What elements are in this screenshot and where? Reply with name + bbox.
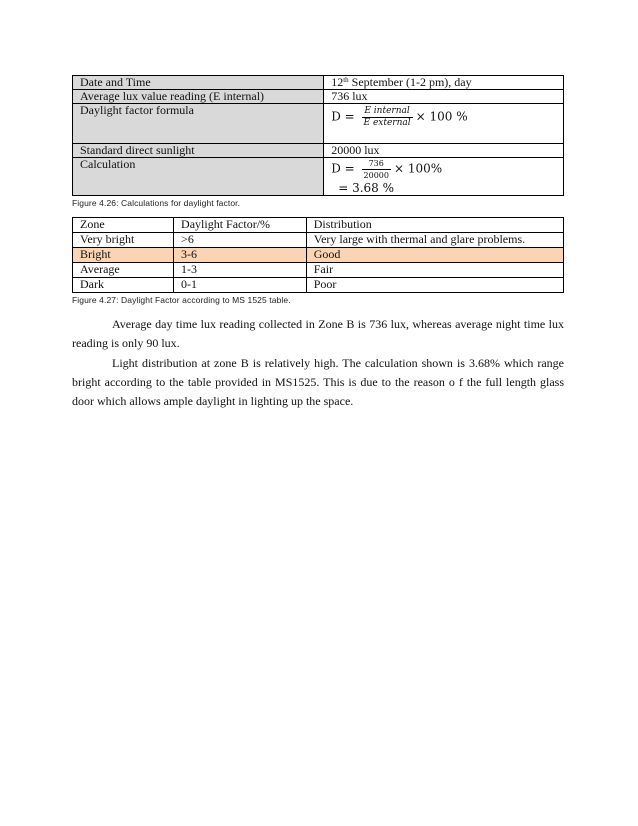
row-value-calculation — [324, 158, 564, 196]
date-rest: September (1-2 pm), day — [348, 75, 472, 89]
row-value-formula — [324, 104, 564, 144]
formula-prefix: D = — [331, 109, 359, 124]
table-cell: Very large with thermal and glare problems. — [306, 233, 563, 248]
column-header: Distribution — [306, 218, 563, 233]
table-cell: Very bright — [73, 233, 174, 248]
table-row-highlighted — [73, 248, 564, 263]
paragraph-text: Average day time lux reading collected in Zone B is 736 lux, whereas average night time lux reading is only 90 lux. — [72, 317, 564, 350]
table-row — [73, 104, 564, 144]
table-cell: >6 — [174, 233, 307, 248]
table-cell: 3-6 — [174, 248, 307, 263]
table-cell: 1-3 — [174, 263, 307, 278]
table-row — [73, 76, 564, 90]
table-header-row — [73, 218, 564, 233]
calc-suffix: × 100% — [393, 161, 443, 176]
table-cell: Good — [306, 248, 563, 263]
calc-fraction — [362, 158, 391, 181]
row-label-date-time: Date and Time — [73, 76, 324, 90]
table-cell: Dark — [73, 278, 174, 293]
figure-caption: Figure 4.26: Calculations for daylight factor. — [72, 198, 241, 208]
row-label-formula: Daylight factor formula — [73, 104, 324, 144]
body-paragraph — [72, 315, 564, 353]
formula-suffix: × 100 % — [415, 109, 468, 124]
formula-numerator: E internal — [362, 106, 413, 118]
table-cell: 0-1 — [174, 278, 307, 293]
paragraph-text: Light distribution at zone B is relatively high. The calculation shown is 3.68% which range bright according to the table provided in MS1525. This is due to the reason o f the full length glass door which allows ample daylight in lighting up the space. — [72, 356, 564, 408]
table-cell: Poor — [306, 278, 563, 293]
table-cell: Bright — [73, 248, 174, 263]
calc-numerator: 736 — [362, 158, 391, 170]
table-cell: Fair — [306, 263, 563, 278]
table-cell: Average — [73, 263, 174, 278]
date-day: 12 — [331, 75, 344, 89]
calc-prefix: D = — [331, 161, 359, 176]
formula-denominator: E external — [363, 118, 411, 128]
body-paragraph — [72, 354, 564, 411]
date-suffix: th — [343, 76, 349, 84]
daylight-calculation-table — [72, 75, 564, 196]
table-row — [73, 278, 564, 293]
daylight-factor-zone-table — [72, 217, 564, 293]
figure-caption: Figure 4.27: Daylight Factor according to MS 1525 table. — [72, 295, 291, 305]
column-header: Daylight Factor/% — [174, 218, 307, 233]
table-row — [73, 90, 564, 104]
formula-fraction — [362, 106, 413, 129]
table-row — [73, 158, 564, 196]
calc-result: = 3.68 % — [338, 181, 395, 195]
column-header: Zone — [73, 218, 174, 233]
row-value-standard-sunlight: 20000 lux — [324, 144, 564, 158]
table-row — [73, 233, 564, 248]
table-row — [73, 144, 564, 158]
row-label-calculation: Calculation — [73, 158, 324, 196]
calc-denominator: 20000 — [363, 171, 389, 180]
table-row — [73, 263, 564, 278]
row-label-average-lux: Average lux value reading (E internal) — [73, 90, 324, 104]
row-label-standard-sunlight: Standard direct sunlight — [73, 144, 324, 158]
row-value-date-time — [324, 76, 564, 90]
row-value-average-lux: 736 lux — [324, 90, 564, 104]
